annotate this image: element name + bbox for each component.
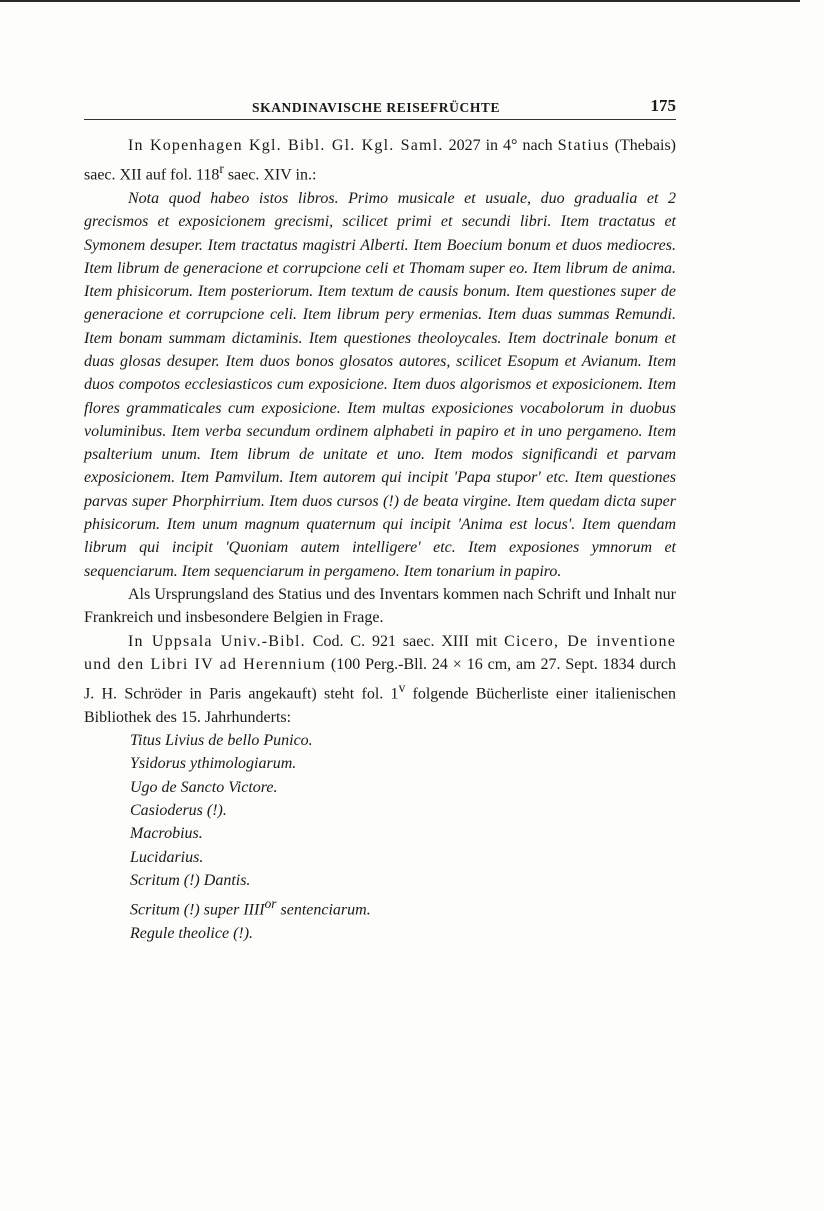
cicero-title: Cicero, De inventione und den Libri IV ad Herennium [84,632,677,673]
body-text [84,134,676,945]
kopenhagen-text-b: (Thebais) saec. XII auf fol. 118 [84,137,676,184]
paragraph-origin: Als Ursprungsland des Statius und des Inventars kommen nach Schrift und Inhalt nur Frankreich und insbesondere Belgien in Frage. [84,585,676,627]
kopenhagen-text-a: 2027 in 4° nach [443,137,558,154]
paragraph-inventory-latin: Nota quod habeo istos libros. Primo musicale et usuale, duo gradualia et 2 grecismos et exposicionem grecismi, scilicet primi et secundi libri. Item tractatus et Symonem desuper. Item tractatus magistri Alberti. Item Boecium bonum et duos mediocres. Item librum de generacione et corrupcione celi et Thomam super eo. Item librum de anima. Item phisicorum. Item posteriorum. Item textum de causis bonum. Item questiones super de generacione et corrupcione celi. Item librum pery ermenias. Item duas summas Remundi. Item bonam summam dictaminis. Item questiones theoloycales. Item doctrinale bonum et duas glosas desuper. Item duos bonos glosatos autores, scilicet Esopum et Avianum. Item duos compotos ecclesiasticos cum exposicione. Item duos algorismos et exposicionem. Item flores grammaticales cum exposicione. Item multas exposiciones vocabolorum in duobus voluminibus. Item verba secundum ordinem alphabeti in papiro et in uno pergameno. Item psalterium unum. Item librum de unitate et uno. Item modos significandi et parvam exposicionem. Item Pamvilum. Item autorem qui incipit 'Papa stupor' etc. Item questiones parvas super Phorphirrium. Item duos cursos (!) de beata virgine. Item quedam dicta super phisicorum. Item unum magnum quaternum qui incipit 'Anima est locus'. Item quendam librum qui incipit 'Quoniam autem intelligere' etc. Item exposiones ymnorum et sequenciarum. Item sequenciarum in pergameno. Item tonarium in papiro. [84,189,676,580]
paragraph-uppsala [84,630,676,730]
list-item: Lucidarius. [130,848,204,866]
list-item: Ugo de Sancto Victore. [130,778,278,796]
folio-verso-sup: v [398,680,406,696]
page-top-edge [0,0,800,2]
folio-recto-sup: r [219,161,224,177]
list-item: Titus Livius de bello Punico. [130,732,313,750]
kopenhagen-lead: In Kopenhagen Kgl. Bibl. Gl. Kgl. Saml. [128,137,444,154]
list-item: Macrobius. [130,825,203,843]
running-title: SKANDINAVISCHE REISEFRÜCHTE [252,100,501,115]
uppsala-text-b: (100 Perg.-Bll. 24 × 16 cm, am 27. Sept. 1834 durch J. H. Schröder in Paris angekauft) steht fol. 1 [84,655,676,703]
book-list [84,729,676,945]
quattuor-sup: or [264,896,277,912]
list-item-sentences-text: Scritum (!) super IIII [130,901,265,919]
list-item: Scritum (!) Dantis. [130,871,251,889]
list-item: Regule theolice (!). [130,924,254,942]
uppsala-text-c: folgende Bücherliste einer italienischen Bibliothek des 15. Jahrhunderts: [84,685,676,726]
uppsala-lead: In Uppsala Univ.-Bibl. [128,632,306,650]
list-item: Casioderus (!). [130,801,227,819]
list-item-sentences-tail: sentenciarum. [276,901,371,919]
list-item: Ysidorus ythimologiarum. [130,755,297,773]
kopenhagen-text-c: saec. XIV in.: [223,166,317,184]
header-rule [84,119,676,120]
uppsala-text-a: Cod. C. 921 saec. XIII mit [305,632,505,650]
list-item-sentences [130,892,676,922]
running-header [84,96,676,122]
statius-name: Statius [557,137,610,154]
paragraph-kopenhagen [84,134,676,187]
page-number: 175 [650,96,676,115]
